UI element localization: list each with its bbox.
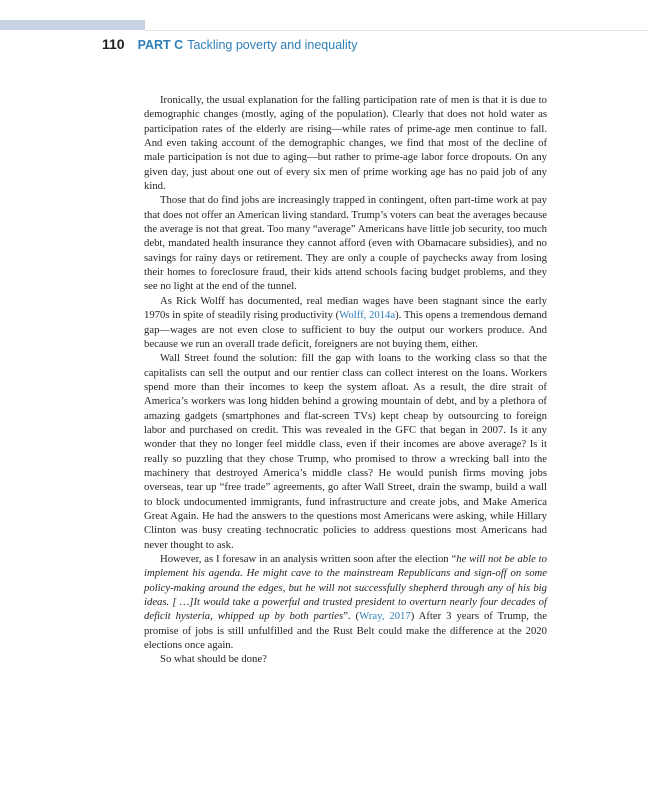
paragraph-2: Those that do find jobs are increasingly trapped in contingent, often part-time work at pay that does not offer an American living standard. Trump’s voters can beat the averages because the average is not that great. Too many “average” Americans have little job security, too much debt, mandated health insurance they cannot afford (even with Obamacare subsidies), and no savings for rainy days or retirement. They are only a couple of paychecks away from losing their homes to foreclosure fraud, their kids attend schools facing budget problems, and they see no light at the end of the tunnel. [144,194,547,293]
header-accent-bar [0,20,145,30]
part-title: Tackling poverty and inequality [187,38,358,52]
part-label: PART C [137,38,184,52]
paragraph-1: Ironically, the usual explanation for the falling participation rate of men is that it is due to demographic changes (mostly, aging of the population). Clearly that does not hold water as participation rates of the elderly are rising—while rates of prime-age men continue to fall. And even taking account of the demographic changes, we find that most of the decline of male participation is not due to aging—but rather to prime-age labor force dropouts. On any given day, just about one out of every six men of prime working age has no paid job of any kind. [144,94,547,193]
paragraph-6: So what should be done? [160,653,267,666]
header-rule [145,30,648,31]
running-header [102,36,357,54]
paragraph-3 [144,294,547,351]
citation-link-wray-2017[interactable]: Wray, 2017 [359,610,411,623]
citation-link-wolff-2014a[interactable]: Wolff, 2014a [339,309,396,322]
paragraph-5-text-end: ) After 3 years of Trump, the promise of jobs is still unfulfilled and the Rust Belt could make the difference at the 2020 elections once again. [144,610,547,652]
paragraph-5-quote-close: ”. ( [343,610,360,623]
paragraph-4: Wall Street found the solution: fill the gap with loans to the working class so that the capitalists can sell the output and our rentier class can collect interest on the loans. Workers spend more than their incomes to keep the system afloat. As a result, the dire strait of America’s workers was long hidden behind a growing mountain of debt, and by a plethora of amazing gadgets (smartphones and flat-screen TVs) kept cheap by outsourcing to foreign labor and purchased on credit. This was revealed in the GFC that began in 2007. Is it any wonder that they no longer feel middle class, even if their incomes are above average? Is it really so puzzling that they chose Trump, who promised to throw a wrecking ball into the machinery that destroyed America’s middle class? He would punish firms moving jobs overseas, tear up “free trade” agreements, go after Wall Street, drain the swamp, build a wall to block undocumented immigrants, fund infrastructure and create jobs, and Make America Great Again. He had the answers to the questions most Americans were asking, while Hillary Clinton was busy creating technocratic policies to address questions most Americans had never thought to ask. [144,352,547,551]
paragraph-3-text-end: ). This opens a tremendous demand gap—wages are not even close to sufficient to buy the output our workers produce. And because we run an overall trade deficit, foreigners are not buying them, either. [144,309,547,350]
paragraph-5-text-start: However, as I foresaw in an analysis written soon after the election “ [160,553,457,565]
paragraph-3-text-start: As Rick Wolff has documented, real median wages have been stagnant since the early 1970s in spite of steadily rising productivity ( [144,294,547,322]
body-text [144,93,547,667]
paragraph-5 [144,552,547,652]
page-number: 110 [102,36,125,52]
election-analysis-quote: he will not be able to implement his agenda. He might cave to the mainstream Republicans and sign-off on some policy-making around the edges, but he will not successfully shepherd through any of his big ideas. [ …]It would take a powerful and trusted president to overturn nearly four decades of deficit hysteria, whipped up by both parties [144,553,547,623]
